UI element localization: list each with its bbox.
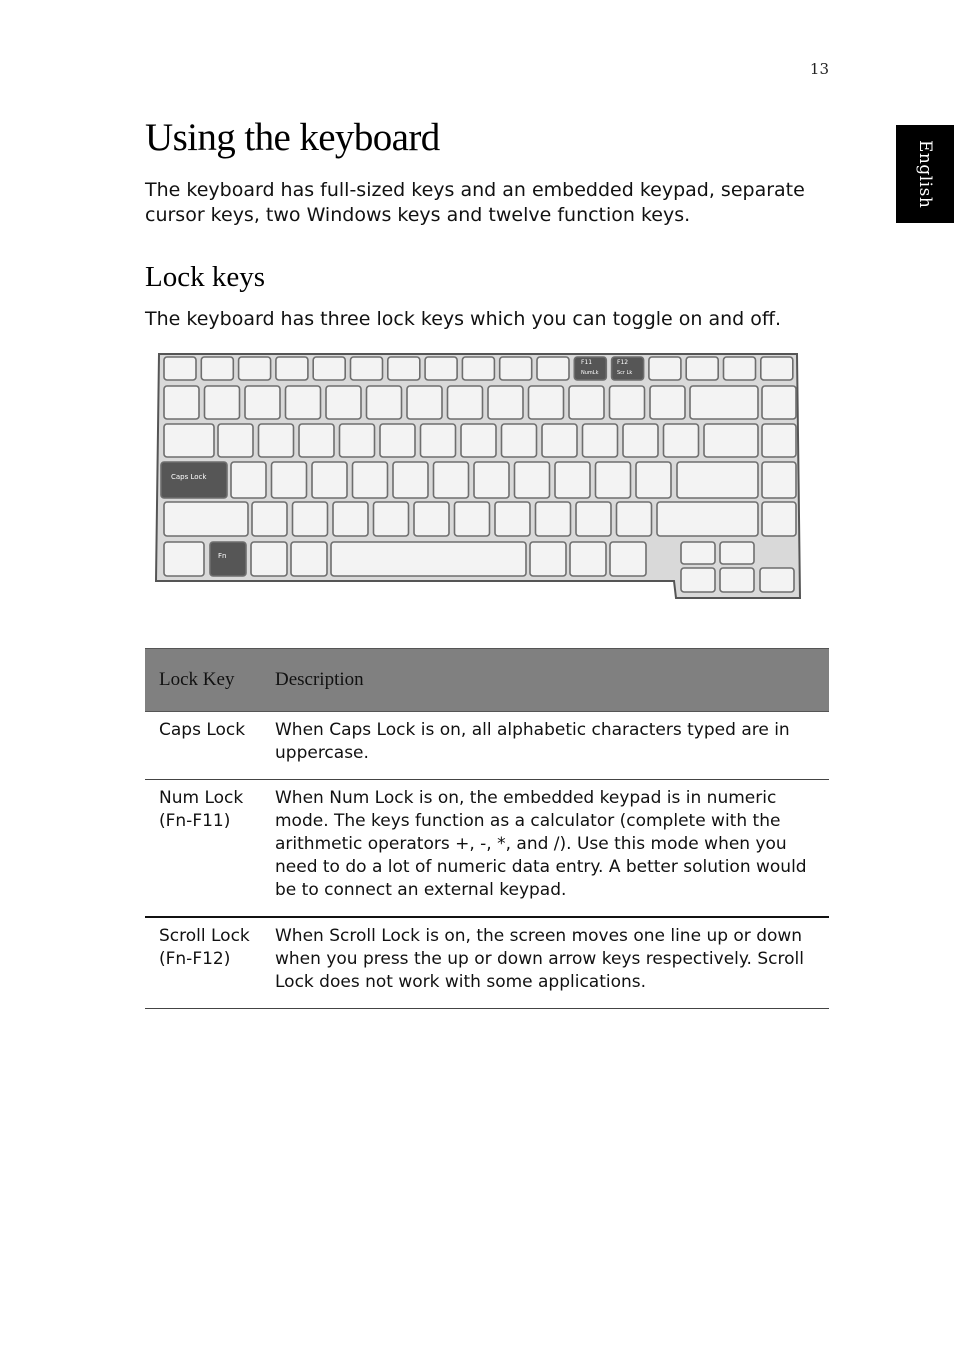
keyboard-key: [500, 357, 532, 380]
keyboard-key: [276, 357, 308, 380]
tab-key: [164, 424, 214, 457]
language-side-tab: [896, 125, 954, 223]
keyboard-key: [448, 386, 483, 419]
f12-key-label: F12: [617, 359, 629, 366]
keyboard-key: [474, 462, 509, 498]
keyboard-key: [293, 502, 328, 536]
keyboard-key: [252, 502, 287, 536]
keyboard-key: [272, 462, 307, 498]
keyboard-key: [380, 424, 415, 457]
keyboard-key: [617, 502, 652, 536]
keyboard-key: [393, 462, 428, 498]
keyboard-key: [462, 357, 494, 380]
keyboard-key: [407, 386, 442, 419]
lock-key-cell: [145, 780, 274, 918]
header-description: Description: [274, 649, 829, 712]
lock-key-cell: [145, 712, 274, 780]
keyboard-illustration: [154, 350, 804, 602]
table-row: [145, 917, 829, 1009]
lock-key-name: Scroll Lock: [159, 926, 250, 946]
lock-key-combo: (Fn-F12): [159, 949, 231, 969]
arrow-key: [720, 542, 754, 564]
keyboard-key: [610, 542, 646, 576]
keyboard-key: [536, 502, 571, 536]
keyboard-key: [164, 357, 196, 380]
keyboard-key: [762, 502, 796, 536]
keyboard-key: [201, 357, 233, 380]
keyboard-key: [259, 424, 294, 457]
keyboard-key: [576, 502, 611, 536]
keyboard-key: [313, 357, 345, 380]
description-cell: When Caps Lock is on, all alphabetic characters typed are in uppercase.: [274, 712, 829, 780]
keyboard-key: [610, 386, 645, 419]
keyboard-key: [353, 462, 388, 498]
fn-key: [210, 542, 246, 576]
keyboard-key: [762, 386, 796, 419]
f11-key-sublabel: NumLk: [581, 370, 599, 376]
keyboard-key: [569, 386, 604, 419]
description-cell: When Scroll Lock is on, the screen moves one line up or down when you press the up or down arrow keys respectively. Scroll Lock does not work with some applications.: [274, 917, 829, 1009]
keyboard-key: [326, 386, 361, 419]
lock-key-cell: [145, 917, 274, 1009]
keyboard-key: [515, 462, 550, 498]
f11-key-label: F11: [581, 359, 593, 366]
lock-key-name: Caps Lock: [159, 720, 246, 740]
keyboard-key: [570, 542, 606, 576]
keyboard-key: [231, 462, 266, 498]
keyboard-key: [650, 386, 685, 419]
enter-key: [677, 462, 758, 498]
caps-lock-key-label: Caps Lock: [171, 473, 207, 481]
keyboard-key: [704, 424, 758, 457]
keyboard-key: [218, 424, 253, 457]
lock-key-name: Num Lock: [159, 788, 244, 808]
keyboard-key: [555, 462, 590, 498]
keyboard-key: [761, 357, 793, 380]
keyboard-key: [530, 542, 566, 576]
section-title: Lock keys: [145, 261, 265, 293]
keyboard-key: [164, 386, 199, 419]
table-header-row: [145, 649, 829, 712]
keyboard-key: [724, 357, 756, 380]
keyboard-key: [623, 424, 658, 457]
description-cell: When Num Lock is on, the embedded keypad is in numeric mode. The keys function as a calculator (complete with the arithmetic operators +, -, *, and /). Use this mode when you need to do a lot of numeric data entry. A better solution would be to connect an external keypad.: [274, 780, 829, 918]
keyboard-key: [164, 542, 204, 576]
right-shift-key: [657, 502, 758, 536]
keyboard-key: [529, 386, 564, 419]
keyboard-key: [455, 502, 490, 536]
backspace-key: [690, 386, 758, 419]
page-number: 13: [809, 60, 829, 78]
left-shift-key: [164, 502, 248, 536]
keyboard-key: [425, 357, 457, 380]
space-key: [331, 542, 526, 576]
keyboard-key: [340, 424, 375, 457]
arrow-key: [681, 542, 715, 564]
keyboard-key: [367, 386, 402, 419]
keyboard-key: [421, 424, 456, 457]
arrow-key: [760, 568, 794, 592]
keyboard-key: [583, 424, 618, 457]
keyboard-key: [333, 502, 368, 536]
keyboard-key: [205, 386, 240, 419]
keyboard-key: [636, 462, 671, 498]
keyboard-key: [502, 424, 537, 457]
keyboard-key: [537, 357, 569, 380]
keyboard-key: [245, 386, 280, 419]
keyboard-key: [286, 386, 321, 419]
keyboard-key: [374, 502, 409, 536]
keyboard-key: [291, 542, 327, 576]
page-title: Using the keyboard: [145, 116, 440, 159]
keyboard-key: [596, 462, 631, 498]
keyboard-key: [762, 462, 796, 498]
keyboard-key: [351, 357, 383, 380]
keyboard-key: [299, 424, 334, 457]
header-lock-key: Lock Key: [145, 649, 274, 712]
keyboard-key: [251, 542, 287, 576]
arrow-key: [681, 568, 715, 592]
keyboard-key: [495, 502, 530, 536]
keyboard-key: [239, 357, 271, 380]
keyboard-key: [388, 357, 420, 380]
intro-paragraph: The keyboard has full-sized keys and an embedded keypad, separate cursor keys, two Windows keys and twelve function keys.: [145, 179, 805, 226]
keyboard-key: [686, 357, 718, 380]
table-row: [145, 780, 829, 918]
keyboard-key: [414, 502, 449, 536]
arrow-key: [720, 568, 754, 592]
keyboard-key: [312, 462, 347, 498]
keyboard-key: [434, 462, 469, 498]
table-row: [145, 712, 829, 780]
keyboard-keys: [161, 357, 796, 592]
keyboard-key: [461, 424, 496, 457]
lock-key-combo: (Fn-F11): [159, 811, 231, 831]
lock-keys-table: [145, 648, 829, 1009]
keyboard-key: [488, 386, 523, 419]
keyboard-key: [649, 357, 681, 380]
fn-key-label: Fn: [218, 552, 227, 560]
keyboard-key: [762, 424, 796, 457]
f12-key-sublabel: Scr Lk: [617, 370, 633, 376]
keyboard-key: [542, 424, 577, 457]
keyboard-key: [664, 424, 699, 457]
section-paragraph: The keyboard has three lock keys which you can toggle on and off.: [145, 308, 782, 330]
side-tab-label: English: [915, 139, 935, 209]
